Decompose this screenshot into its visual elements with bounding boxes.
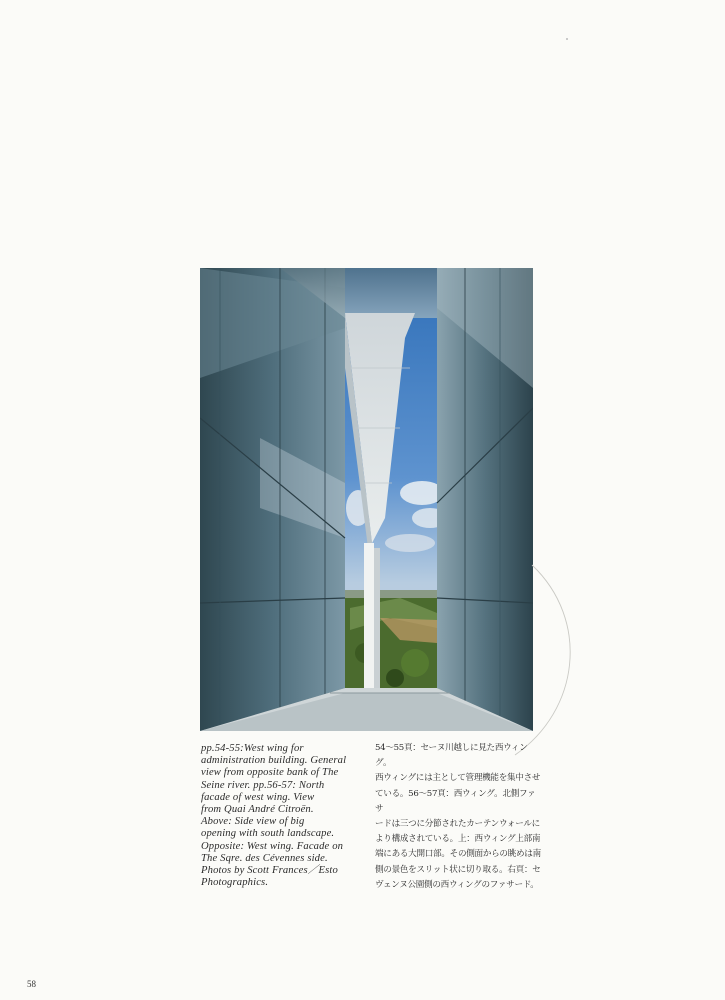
caption-english: pp.54-55:West wing for administration building. General view from opposite bank of The Seine river. pp.56-57: North facade of west wing. View from Quai André Citroën. Above: Side view of big opening with south landscape. Opposite: West wing. Facade on The Sqre. des Cévennes side. Photos by Scott Frances／Esto Photographics. <box>201 743 347 889</box>
page-number: 58 <box>27 979 36 989</box>
caption-japanese: 54～55頁：セーヌ川越しに見た西ウィング。 西ウィングには主として管理機能を集中させ ている。56～57頁：西ウィング。北側ファサ ードは三つに分節されたカーテンウォールに より構成されている。上：西ウィング上部南 端にある大開口部。その側面からの眺めは南 側の景色をスリット状に切り取る。右頁：セ ヴェンヌ公園側の西ウィングのファサード。 <box>375 743 541 890</box>
scan-speck <box>566 38 568 40</box>
architecture-photo <box>200 268 533 731</box>
